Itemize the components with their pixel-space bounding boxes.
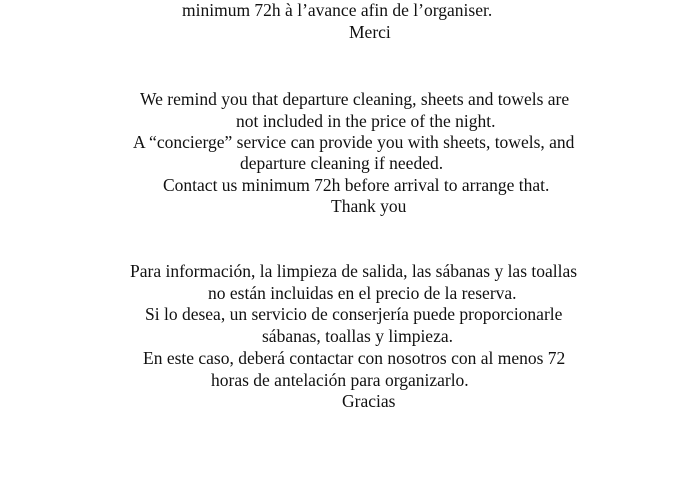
english-line-5: Contact us minimum 72h before arrival to arrange that. xyxy=(163,175,550,195)
french-thanks: Merci xyxy=(349,22,391,42)
spanish-line-6: horas de antelación para organizarlo. xyxy=(211,370,469,390)
spanish-line-5: En este caso, deberá contactar con nosotros con al menos 72 xyxy=(143,348,566,368)
english-thanks: Thank you xyxy=(331,196,407,216)
english-line-4: departure cleaning if needed. xyxy=(240,153,444,173)
spanish-line-1: Para información, la limpieza de salida, las sábanas y las toallas xyxy=(130,261,578,281)
english-line-1: We remind you that departure cleaning, sheets and towels are xyxy=(140,89,570,109)
spanish-line-4: sábanas, toallas y limpieza. xyxy=(262,326,453,346)
spanish-line-2: no están incluidas en el precio de la reserva. xyxy=(208,283,517,303)
spanish-thanks: Gracias xyxy=(342,391,396,411)
french-line-1: minimum 72h à l’avance afin de l’organiser. xyxy=(182,0,493,20)
english-line-3: A “concierge” service can provide you with sheets, towels, and xyxy=(133,132,575,152)
spanish-line-3: Si lo desea, un servicio de conserjería puede proporcionarle xyxy=(145,304,563,324)
english-line-2: not included in the price of the night. xyxy=(236,111,496,131)
